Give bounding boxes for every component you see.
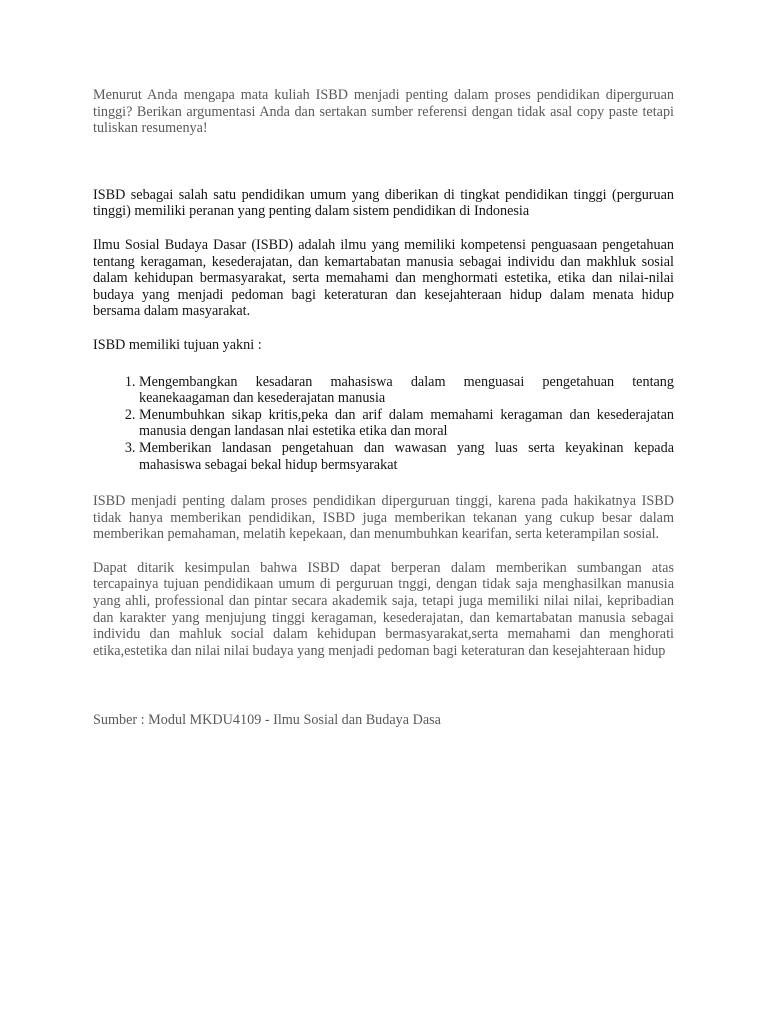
conclusion-paragraph: Dapat ditarik kesimpulan bahwa ISBD dapat berperan dalam memberikan sumbangan atas tercapainya tujuan pendidikaan umum di perguruan tnggi, dengan tidak saja menghasilkan manusia yang ahli, professional dan pintar secara akademik saja, tetapi juga memiliki nilai nilai, kepribadian dan karakter yang menjujung tinggi keragaman, kesederajatan, dan kemartabatan manusia sebagai individu dan mahluk social dalam kehidupan bermasyarakat,serta memahami dan menghorati etika,estetika dan nilai nilai budaya yang menjadi pedoman bagi keteraturan dan kesejahteraan hidup xyxy=(93,559,674,659)
definition-paragraph: Ilmu Sosial Budaya Dasar (ISBD) adalah ilmu yang memiliki kompetensi penguasaan pengetahuan tentang keragaman, kesederajatan, dan kemartabatan manusia sebagai individu dan makhluk sosial dalam kehidupan bermasyarakat, serta memahami dan menghormati estetika, etika dan nilai-nilai budaya yang menjadi pedoman bagi keteraturan dan kesejahteraan hidup dalam menata hidup bersama dalam masyarakat. xyxy=(93,236,674,320)
question-text: Menurut Anda mengapa mata kuliah ISBD menjadi penting dalam proses pendidikan diperguruan tinggi? Berikan argumentasi Anda dan sertakan sumber referensi dengan tidak asal copy paste tetapi tuliskan resumenya! xyxy=(93,87,674,137)
intro-paragraph: ISBD sebagai salah satu pendidikan umum yang diberikan di tingkat pendidikan tinggi (perguruan tinggi) memiliki peranan yang penting dalam sistem pendidikan di Indonesia xyxy=(93,186,674,220)
goal-item-3: 3. Memberikan landasan pengetahuan dan wawasan yang luas serta keyakinan kepada mahasiswa sebagai bekal hidup bermsyarakat xyxy=(139,440,674,473)
importance-paragraph: ISBD menjadi penting dalam proses pendidikan diperguruan tinggi, karena pada hakikatnya ISBD tidak hanya memberikan pendidikan, ISBD juga memberikan tekanan yang cukup besar dalam memberikan pemahaman, melatih kepekaan, dan menumbuhkan kearifan, serta keterampilan sosial. xyxy=(93,493,674,543)
goal-item-1: 1. Mengembangkan kesadaran mahasiswa dalam menguasai pengetahuan tentang keanekaagaman dan kesederajatan manusia xyxy=(139,374,674,407)
goals-heading: ISBD memiliki tujuan yakni : xyxy=(93,336,262,353)
goal-item-2: 2. Menumbuhkan sikap kritis,peka dan arif dalam memahami keragaman dan kesederajatan manusia dengan landasan nlai estetika etika dan moral xyxy=(139,407,674,440)
document-body xyxy=(93,87,674,729)
goals-list xyxy=(93,374,674,474)
source-citation: Sumber : Modul MKDU4109 - Ilmu Sosial dan Budaya Dasa xyxy=(93,712,441,729)
